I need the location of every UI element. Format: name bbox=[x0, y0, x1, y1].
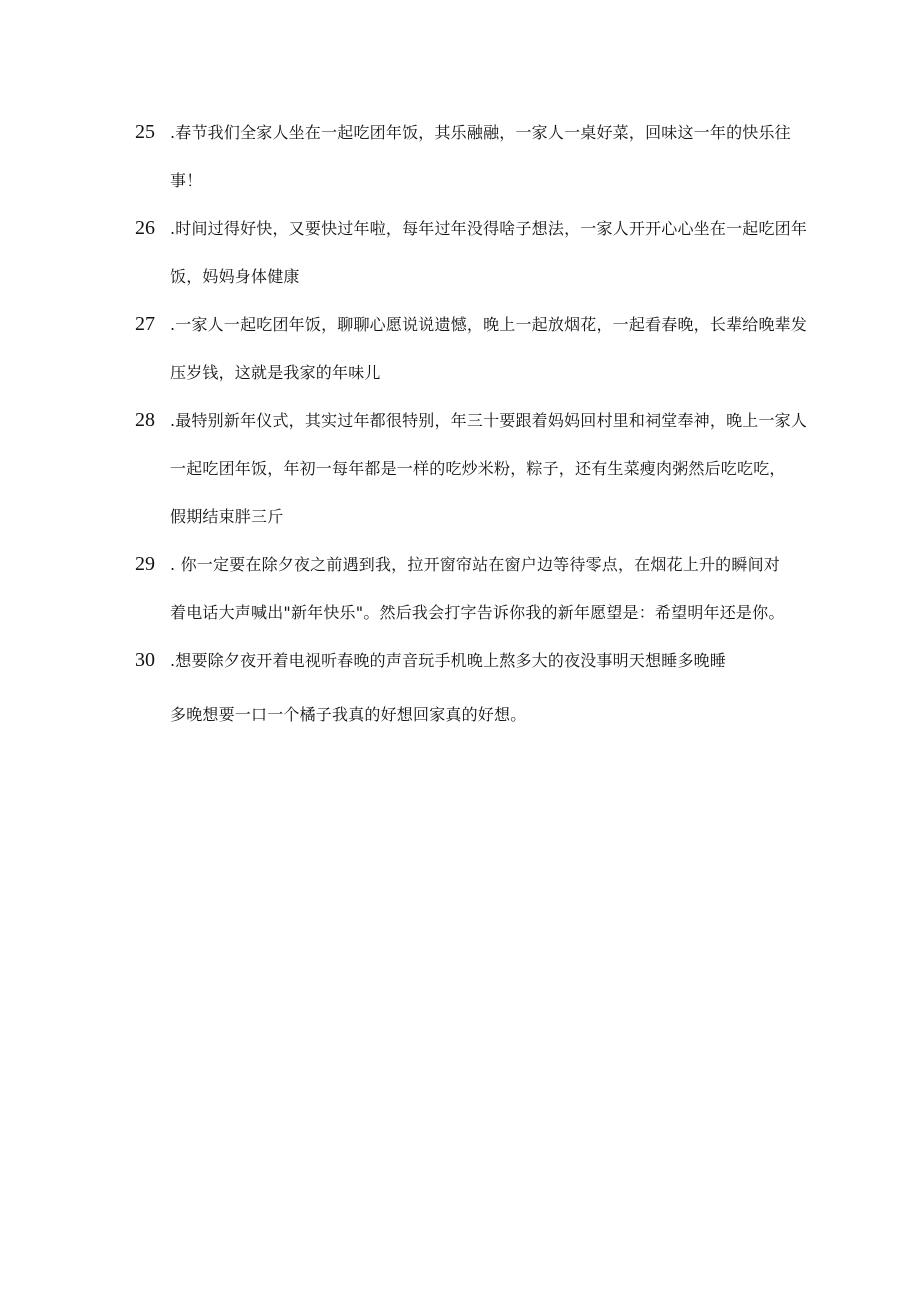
item-text-line: 着电话大声喊出"新年快乐"。然后我会打字告诉你我的新年愿望是：希望明年还是你。 bbox=[170, 603, 785, 622]
item-text-line: 多晚想要一口一个橘子我真的好想回家真的好想。 bbox=[170, 705, 527, 724]
item-number: 26 bbox=[135, 217, 155, 239]
item-text-line: 假期结束胖三斤 bbox=[170, 507, 284, 526]
item-number: 29 bbox=[135, 553, 155, 575]
item-text-line: .春节我们全家人坐在一起吃团年饭，其乐融融，一家人一桌好菜，回味这一年的快乐往 bbox=[170, 123, 791, 142]
item-number: 30 bbox=[135, 649, 155, 671]
item-text-line: . 你一定要在除夕夜之前遇到我，拉开窗帘站在窗户边等待零点，在烟花上升的瞬间对 bbox=[170, 555, 780, 574]
item-text-line: 饭，妈妈身体健康 bbox=[170, 267, 300, 286]
item-text-line: 压岁钱，这就是我家的年味儿 bbox=[170, 363, 381, 382]
item-text-line: .最特别新年仪式，其实过年都很特别，年三十要跟着妈妈回村里和祠堂奉神，晚上一家人 bbox=[170, 411, 808, 430]
item-text-line: 事！ bbox=[170, 171, 203, 190]
item-text-line: .想要除夕夜开着电视听春晚的声音玩手机晚上熬多大的夜没事明天想睡多晚睡 bbox=[170, 651, 727, 670]
item-text-line: .一家人一起吃团年饭，聊聊心愿说说遗憾，晚上一起放烟花，一起看春晚，长辈给晚辈发 bbox=[170, 315, 808, 334]
item-number: 25 bbox=[135, 121, 155, 143]
item-number: 27 bbox=[135, 313, 155, 335]
item-number: 28 bbox=[135, 409, 155, 431]
item-text-line: 一起吃团年饭，年初一每年都是一样的吃炒米粉，粽子，还有生菜瘦肉粥然后吃吃吃， bbox=[170, 459, 786, 478]
item-text-line: .时间过得好快，又要快过年啦，每年过年没得啥子想法，一家人开开心心坐在一起吃团年 bbox=[170, 219, 808, 238]
